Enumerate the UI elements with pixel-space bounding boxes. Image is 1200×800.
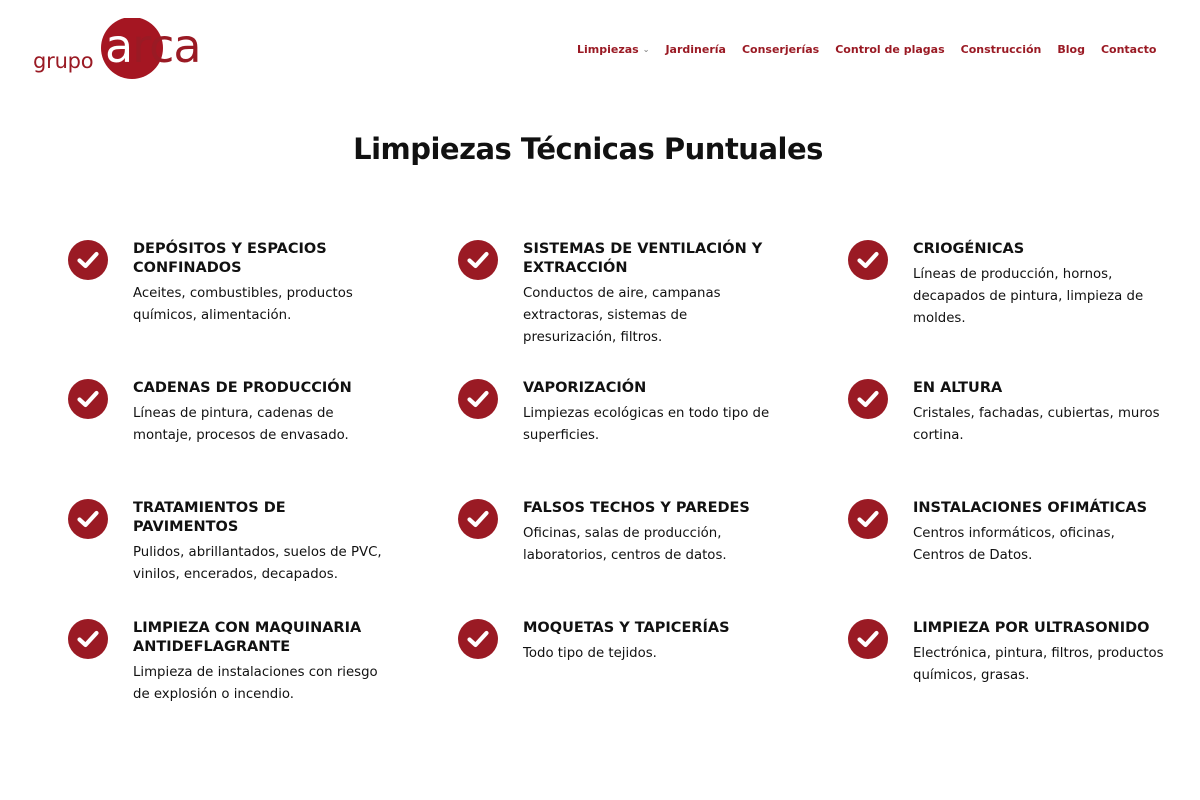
service-description: Oficinas, salas de producción, laboratorios, centros de datos. bbox=[523, 526, 727, 563]
service-title: TRATAMIENTOS DE PAVIMENTOS bbox=[133, 500, 286, 535]
nav-item-control-de-plagas[interactable]: Control de plagas bbox=[835, 43, 945, 56]
service-text bbox=[913, 240, 1168, 330]
check-circle-icon bbox=[848, 240, 888, 280]
nav-item-contacto[interactable]: Contacto bbox=[1100, 43, 1157, 56]
service-title: VAPORIZACIÓN bbox=[523, 380, 647, 396]
service-description: Limpiezas ecológicas en todo tipo de superficies. bbox=[523, 406, 770, 443]
service-title: SISTEMAS DE VENTILACIÓN Y EXTRACCIÓN bbox=[523, 241, 763, 276]
check-circle-icon bbox=[68, 619, 108, 659]
service-title: LIMPIEZA CON MAQUINARIA ANTIDEFLAGRANTE bbox=[133, 620, 362, 655]
logo-text-grupo: grupo bbox=[33, 49, 94, 73]
service-text bbox=[133, 379, 388, 447]
service-title: LIMPIEZA POR ULTRASONIDO bbox=[913, 620, 1150, 636]
service-text bbox=[523, 240, 778, 349]
service-title: FALSOS TECHOS Y PAREDES bbox=[523, 500, 750, 516]
check-circle-icon bbox=[848, 379, 888, 419]
service-description: Líneas de producción, hornos, decapados de pintura, limpieza de moldes. bbox=[913, 267, 1144, 326]
check-circle-icon bbox=[848, 619, 888, 659]
service-title: EN ALTURA bbox=[913, 380, 1003, 396]
page-title: Limpiezas Técnicas Puntuales bbox=[353, 132, 823, 166]
service-text bbox=[133, 240, 388, 327]
service-text bbox=[133, 619, 388, 706]
nav-item-limpiezas[interactable]: Limpiezas ⌄ bbox=[577, 43, 650, 56]
service-text bbox=[133, 499, 388, 586]
main-nav bbox=[577, 43, 1172, 56]
service-description: Centros informáticos, oficinas, Centros de Datos. bbox=[913, 526, 1115, 563]
service-description: Cristales, fachadas, cubiertas, muros cortina. bbox=[913, 406, 1160, 443]
service-title: DEPÓSITOS Y ESPACIOS CONFINADOS bbox=[133, 241, 327, 276]
nav-item-blog[interactable]: Blog bbox=[1057, 43, 1085, 56]
service-description: Aceites, combustibles, productos químicos, alimentación. bbox=[133, 286, 353, 323]
service-text bbox=[523, 499, 778, 567]
service-text bbox=[913, 499, 1168, 567]
service-description: Electrónica, pintura, filtros, productos químicos, grasas. bbox=[913, 646, 1164, 683]
service-description: Conductos de aire, campanas extractoras, sistemas de presurización, filtros. bbox=[523, 286, 721, 345]
service-text bbox=[523, 619, 778, 665]
nav-item-jardineria[interactable]: Jardinería bbox=[665, 43, 726, 56]
service-title: MOQUETAS Y TAPICERÍAS bbox=[523, 620, 730, 636]
service-description: Todo tipo de tejidos. bbox=[523, 646, 657, 661]
check-circle-icon bbox=[848, 499, 888, 539]
service-title: CRIOGÉNICAS bbox=[913, 241, 1025, 257]
check-circle-icon bbox=[68, 379, 108, 419]
check-circle-icon bbox=[458, 619, 498, 659]
grupo-arca-logo[interactable] bbox=[32, 18, 212, 82]
check-circle-icon bbox=[68, 499, 108, 539]
service-text bbox=[913, 619, 1168, 687]
check-circle-icon bbox=[458, 499, 498, 539]
site-header bbox=[0, 0, 1200, 100]
check-circle-icon bbox=[458, 379, 498, 419]
check-circle-icon bbox=[68, 240, 108, 280]
service-description: Limpieza de instalaciones con riesgo de explosión o incendio. bbox=[133, 665, 378, 702]
chevron-down-icon: ⌄ bbox=[642, 45, 650, 54]
service-description: Pulidos, abrillantados, suelos de PVC, vinilos, encerados, decapados. bbox=[133, 545, 382, 582]
nav-item-conserjerias[interactable]: Conserjerías bbox=[741, 43, 820, 56]
service-text bbox=[913, 379, 1168, 447]
logo-text-arca: arca bbox=[105, 19, 201, 73]
service-title: CADENAS DE PRODUCCIÓN bbox=[133, 380, 352, 396]
nav-item-construccion[interactable]: Construcción bbox=[960, 43, 1042, 56]
check-circle-icon bbox=[458, 240, 498, 280]
service-description: Líneas de pintura, cadenas de montaje, procesos de envasado. bbox=[133, 406, 349, 443]
service-text bbox=[523, 379, 778, 447]
service-title: INSTALACIONES OFIMÁTICAS bbox=[913, 500, 1148, 516]
